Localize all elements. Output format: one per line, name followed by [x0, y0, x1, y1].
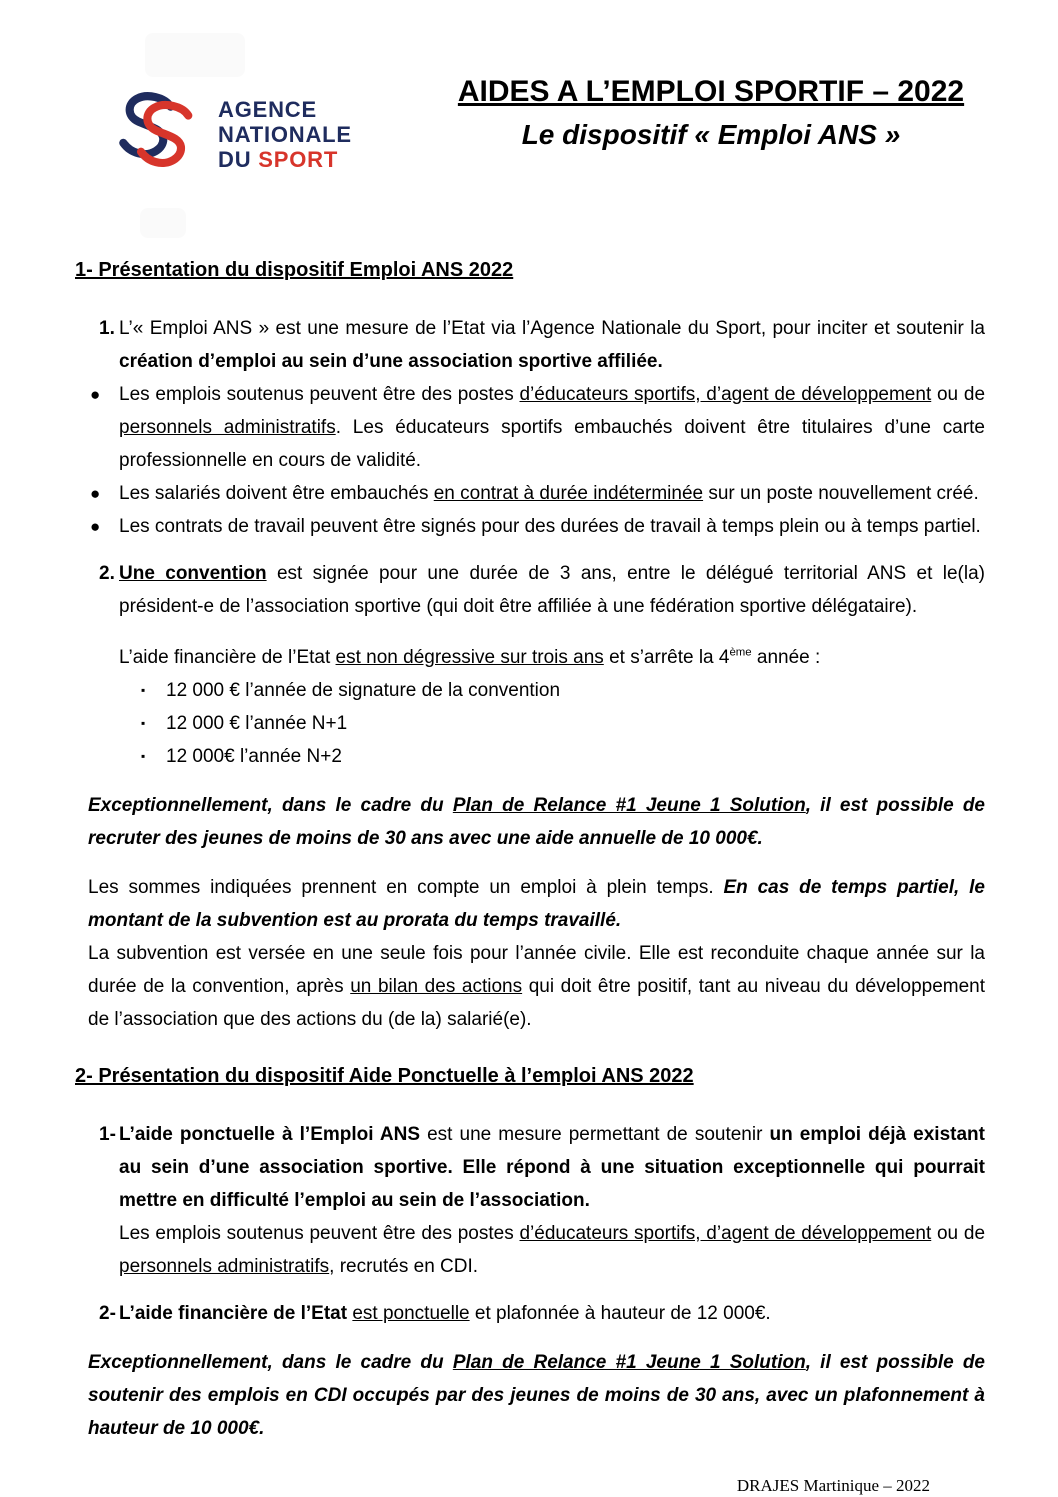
s1-bullet-1-text: Les emplois soutenus peuvent être des postes d’éducateurs sportifs, d’agent de développement ou de personnels administratifs. Les éducateurs sportifs embauchés doivent être titulaires d’une carte professionnelle en cours de validité. — [119, 384, 986, 471]
s1-item-1-text: L’« Emploi ANS » est une mesure de l’Etat via l’Agence Nationale du Sport, pour inciter et soutenir la création d’emploi au sein d’une association sportive affiliée. — [119, 318, 985, 372]
s1-subvention-paragraph: La subvention est versée en une seule fois pour l’année civile. Elle est reconduite chaque année sur la durée de la convention, après un bilan des actions qui doit être positif, tant au niveau du développement de l’association que des actions du (de la) salarié(e). — [88, 943, 986, 1030]
s1-bullet-3-text: Les contrats de travail peuvent être signés pour des durées de travail à temps plein ou à temps partiel. — [119, 516, 981, 537]
s1-sub-bullet-1 — [75, 674, 985, 707]
s1-item-1 — [75, 312, 985, 378]
logo-line-1: AGENCE — [218, 96, 317, 122]
s2-item-2-text: L’aide financière de l’Etat est ponctuelle et plafonnée à hauteur de 12 000€. — [119, 1303, 771, 1324]
s1-sub-bullet-2 — [75, 707, 985, 740]
bullet-icon: ● — [90, 385, 101, 404]
s2-item-1-paragraph-2: Les emplois soutenus peuvent être des postes d’éducateurs sportifs, d’agent de développement ou de personnels administratifs, recrutés en CDI. — [119, 1223, 986, 1277]
bullet-icon: ● — [90, 484, 101, 503]
section-1-heading: 1- Présentation du dispositif Emploi ANS 2022 — [75, 259, 514, 281]
s2-item-1-text — [119, 1118, 985, 1283]
title-block — [428, 74, 994, 152]
document-body — [0, 258, 1058, 1497]
page-title: AIDES A L’EMPLOI SPORTIF – 2022 — [457, 75, 965, 108]
s1-aide-intro: L’aide financière de l’Etat est non dégressive sur trois ans et s’arrête la 4ème année : — [119, 646, 821, 668]
page-footer: DRAJES Martinique – 2022 — [736, 1476, 930, 1495]
s1-item-2 — [75, 557, 985, 623]
s1-sub-bullet-2-text: 12 000 € l’année N+1 — [166, 713, 348, 734]
square-bullet-icon: ▪ — [141, 716, 146, 730]
s1-bullet-2-text: Les salariés doivent être embauchés en contrat à durée indéterminée sur un poste nouvellement créé. — [119, 483, 979, 504]
s2-item-2 — [75, 1297, 985, 1330]
section-2-heading: 2- Présentation du dispositif Aide Ponctuelle à l’emploi ANS 2022 — [75, 1065, 694, 1087]
s1-bullet-2 — [75, 477, 985, 510]
s2-exceptional-note: Exceptionnellement, dans le cadre du Plan de Relance #1 Jeune 1 Solution, il est possible de soutenir des emplois en CDI occupés par des jeunes de moins de 30 ans, avec un plafonnement à hauteur de 10 000€. — [88, 1352, 985, 1439]
list-number: 2- — [99, 1303, 116, 1324]
logo-du: DU — [218, 146, 259, 172]
page-subtitle: Le dispositif « Emploi ANS » — [521, 119, 901, 150]
list-number: 1- — [99, 1124, 116, 1145]
document-header — [0, 0, 1058, 196]
s1-exceptional-note: Exceptionnellement, dans le cadre du Plan de Relance #1 Jeune 1 Solution, il est possible de recruter des jeunes de moins de 30 ans avec une aide annuelle de 10 000€. — [88, 795, 985, 849]
logo-line-3 — [218, 147, 352, 172]
s1-bullet-1 — [75, 378, 985, 477]
scan-artifact-below-logo — [140, 208, 186, 238]
s1-item-2-text: Une convention est signée pour une durée de 3 ans, entre le délégué territorial ANS et le(la) président-e de l’association sportive (qui doit être affiliée à une fédération sportive délégataire). — [119, 563, 985, 617]
ans-logo — [110, 82, 352, 186]
logo-sport: SPORT — [258, 146, 339, 172]
s1-sub-bullet-3-text: 12 000€ l’année N+2 — [166, 746, 342, 767]
s1-sommes-paragraph: Les sommes indiquées prennent en compte un emploi à plein temps. En cas de temps partiel, le montant de la subvention est au prorata du temps travaillé. — [88, 877, 985, 931]
s1-bullet-3 — [75, 510, 985, 543]
square-bullet-icon: ▪ — [141, 749, 146, 763]
s1-sub-bullet-3 — [75, 740, 985, 773]
list-number: 1. — [99, 318, 115, 339]
s1-sub-bullet-1-text: 12 000 € l’année de signature de la convention — [166, 680, 561, 701]
s2-item-1-paragraph-1: L’aide ponctuelle à l’Emploi ANS est une mesure permettant de soutenir un emploi déjà existant au sein d’une association sportive. Elle répond à une situation exceptionnelle qui pourrait mettre en difficulté l’emploi au sein de l’association. — [119, 1124, 985, 1211]
ans-logo-wordmark — [218, 97, 352, 172]
s2-item-1 — [75, 1118, 985, 1283]
logo-line-2: NATIONALE — [218, 121, 352, 147]
square-bullet-icon: ▪ — [141, 683, 146, 697]
bullet-icon: ● — [90, 517, 101, 536]
ans-logo-s-icon — [110, 82, 206, 186]
list-number: 2. — [99, 563, 115, 584]
